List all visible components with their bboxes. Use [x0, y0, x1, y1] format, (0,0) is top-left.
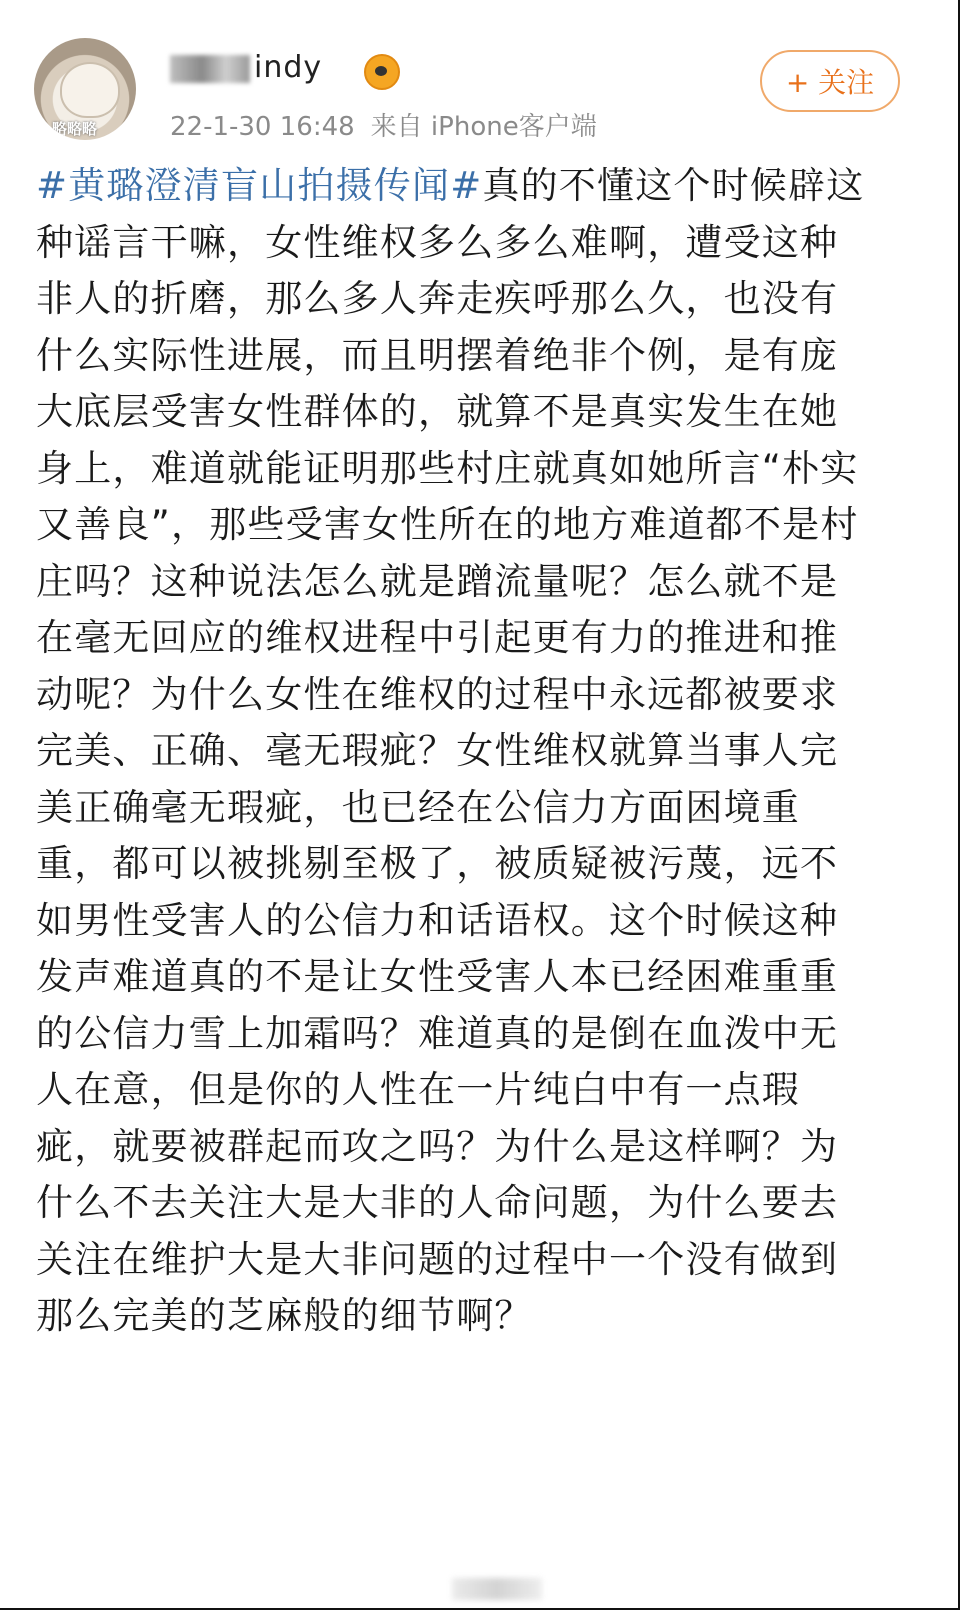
author-name-visible: indy	[254, 50, 323, 85]
avatar[interactable]	[34, 38, 136, 140]
post-source: 来自 iPhone客户端	[370, 112, 597, 142]
post-header	[0, 0, 960, 150]
avatar-caption: 略略略	[52, 120, 98, 138]
blurred-watermark	[452, 1578, 542, 1600]
hashtag-link[interactable]: #黄璐澄清盲山拍摄传闻#	[36, 164, 483, 207]
post-body-text: 真的不懂这个时候辟这种谣言干嘛，女性维权多么多么难啊，遭受这种非人的折磨，那么多人奔走疾呼那么久，也没有什么实际性进展，而且明摆着绝非个例，是有庞大底层受害女性群体的，就算不是真实发生在她身上，难道就能证明那些村庄就真如她所言“朴实又善良”，那些受害女性所在的地方难道都不是村庄吗？这种说法怎么就是蹭流量呢？怎么就不是在毫无回应的维权进程中引起更有力的推进和推动呢？为什么女性在维权的过程中永远都被要求完美、正确、毫无瑕疵？女性维权就算当事人完美正确毫无瑕疵，也已经在公信力方面困境重重，都可以被挑剔至极了，被质疑被污蔑，远不如男性受害人的公信力和话语权。这个时候这种发声难道真的不是让女性受害人本已经困难重重的公信力雪上加霜吗？难道真的是倒在血泼中无人在意，但是你的人性在一片纯白中有一点瑕疵，就要被群起而攻之吗？为什么是这样啊？为什么不去关注大是大非的人命问题，为什么要去关注在维护大是大非问题的过程中一个没有做到那么完美的芝麻般的细节啊？	[36, 164, 865, 1337]
follow-button[interactable]: + 关注	[760, 50, 900, 112]
author-name[interactable]	[170, 50, 322, 85]
redacted-name-blur	[170, 55, 250, 83]
avatar-cat-image	[60, 62, 120, 118]
post-body	[36, 158, 876, 1345]
post-meta	[170, 106, 597, 143]
verified-badge-icon	[364, 54, 400, 90]
post-timestamp: 22-1-30 16:48	[170, 112, 355, 142]
